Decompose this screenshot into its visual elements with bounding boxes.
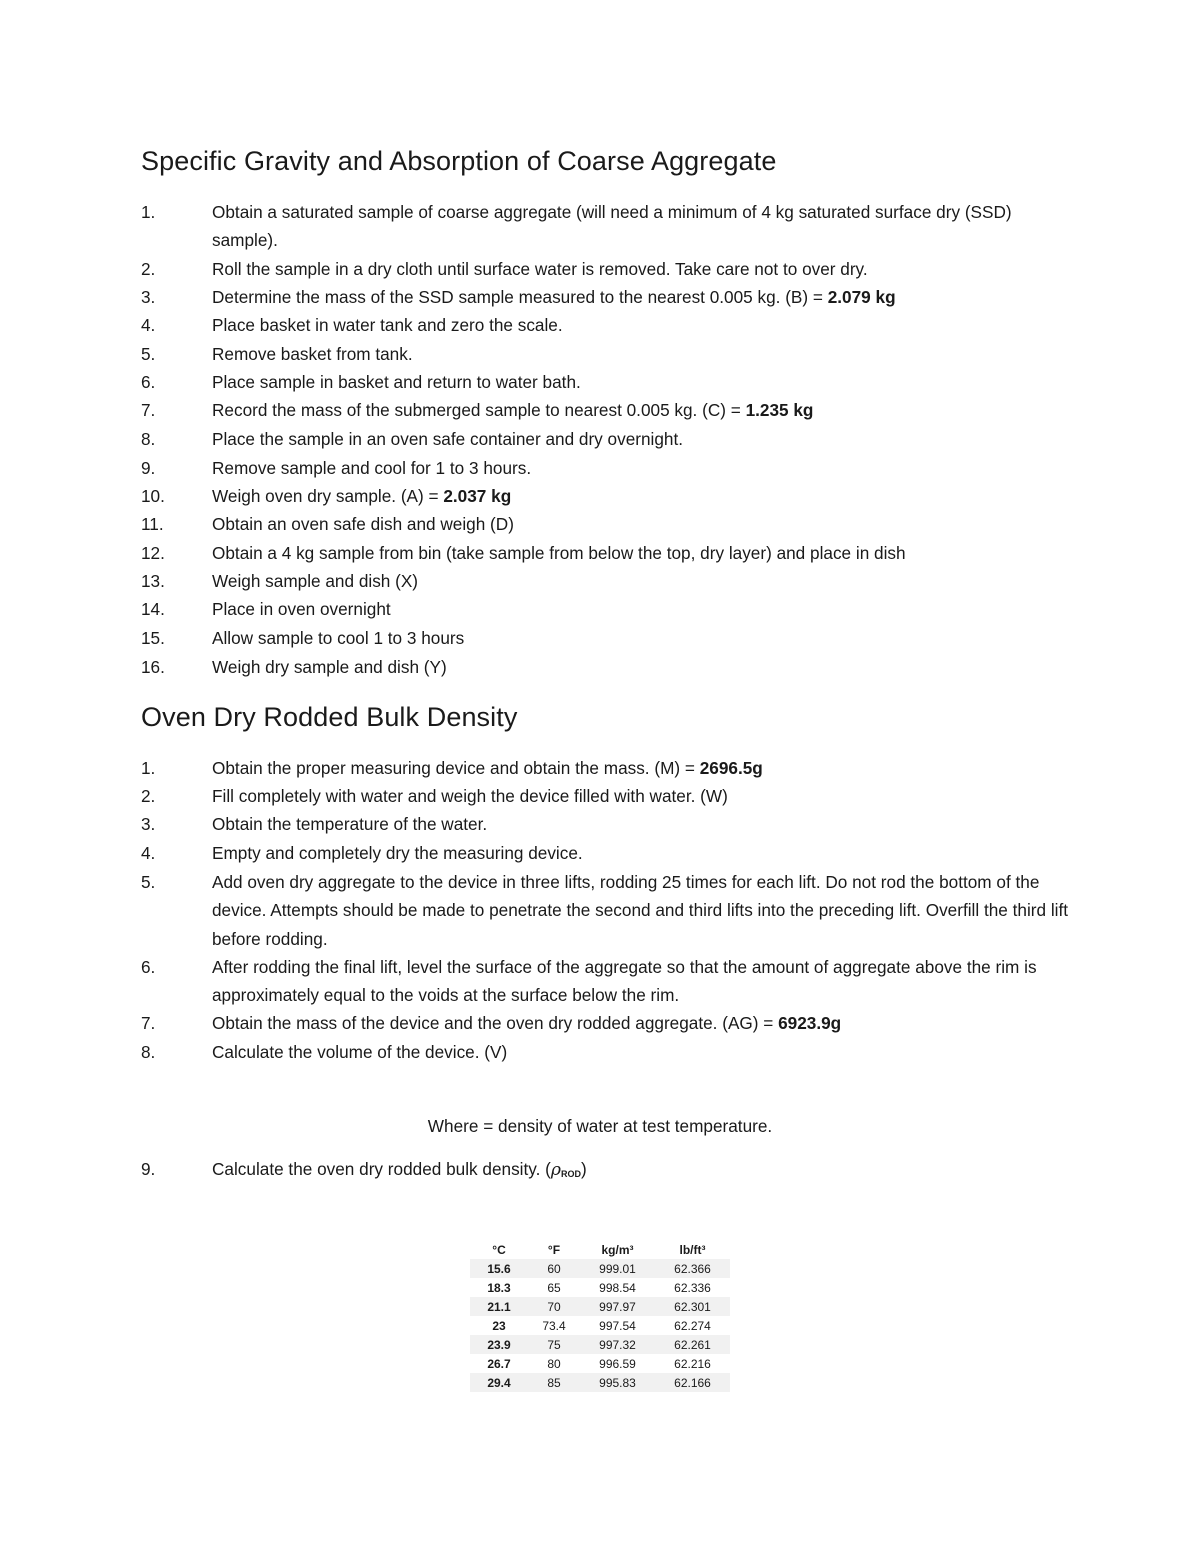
header-kg-m3: kg/m³ bbox=[601, 1242, 634, 1257]
table-row bbox=[470, 1335, 730, 1354]
table-row bbox=[470, 1354, 730, 1373]
header-celsius: °C bbox=[492, 1242, 506, 1257]
list-text bbox=[212, 311, 1072, 339]
measured-value-b: 2.079 kg bbox=[827, 287, 896, 307]
list-number: 3. bbox=[141, 814, 156, 834]
measured-value-a: 2.037 kg bbox=[443, 486, 512, 506]
table-cell: 62.366 bbox=[655, 1259, 730, 1278]
step-text: Weigh oven dry sample. (A) = bbox=[212, 486, 444, 506]
step-text: Place basket in water tank and zero the scale. bbox=[212, 315, 563, 335]
list-number: 10. bbox=[141, 486, 165, 506]
step-text: Obtain an oven safe dish and weigh (D) bbox=[212, 514, 514, 534]
water-density-note: Where = density of water at test temperature. bbox=[427, 1116, 773, 1136]
table-header-row bbox=[470, 1240, 730, 1259]
table-cell: 62.216 bbox=[674, 1356, 711, 1371]
list-number: 1. bbox=[141, 758, 156, 778]
list-number: 4. bbox=[141, 843, 156, 863]
table-cell: 15.6 bbox=[470, 1259, 528, 1278]
list-number: 8. bbox=[141, 1042, 156, 1062]
table-cell: 70 bbox=[528, 1297, 580, 1316]
step-text: Obtain a saturated sample of coarse aggregate (will need a minimum of 4 kg saturated surface dry (SSD) sample). bbox=[212, 202, 1012, 251]
table-cell: 62.166 bbox=[655, 1373, 730, 1392]
table-cell: 62.274 bbox=[674, 1318, 711, 1333]
table-cell: 998.54 bbox=[599, 1280, 636, 1295]
step-text: Obtain a 4 kg sample from bin (take sample from below the top, dry layer) and place in dish bbox=[212, 543, 906, 563]
list-text bbox=[212, 482, 1072, 510]
list-text bbox=[212, 454, 1072, 482]
table-row bbox=[470, 1297, 730, 1316]
measured-value-ag: 6923.9g bbox=[778, 1013, 842, 1033]
list-text bbox=[212, 567, 1072, 595]
step-text: Weigh dry sample and dish (Y) bbox=[212, 657, 447, 677]
header-fahrenheit: °F bbox=[547, 1242, 561, 1257]
step-text: Obtain the mass of the device and the oven dry rodded aggregate. (AG) = bbox=[212, 1013, 779, 1033]
table-cell: 62.261 bbox=[655, 1335, 730, 1354]
list-text bbox=[212, 255, 1072, 283]
table-cell: 62.336 bbox=[674, 1280, 711, 1295]
list-number: 5. bbox=[141, 872, 156, 892]
step-text: Determine the mass of the SSD sample measured to the nearest 0.005 kg. (B) = bbox=[212, 287, 828, 307]
table-cell: 65 bbox=[547, 1280, 561, 1295]
step-text: Calculate the oven dry rodded bulk density. ( bbox=[212, 1159, 551, 1179]
list-text bbox=[212, 283, 1072, 311]
table-row bbox=[470, 1316, 730, 1335]
measured-value-c: 1.235 kg bbox=[745, 400, 814, 420]
step-text: Calculate the volume of the device. (V) bbox=[212, 1042, 508, 1062]
step-text: Remove sample and cool for 1 to 3 hours. bbox=[212, 458, 532, 478]
table-cell: 73.4 bbox=[542, 1318, 566, 1333]
rho-subscript: ROD bbox=[560, 1169, 581, 1179]
water-density-table bbox=[470, 1240, 730, 1392]
table-cell: 85 bbox=[528, 1373, 580, 1392]
list-number: 15. bbox=[141, 628, 165, 648]
table-cell: 997.97 bbox=[580, 1297, 655, 1316]
list-text bbox=[212, 340, 1072, 368]
table-cell: 21.1 bbox=[470, 1297, 528, 1316]
step-text: Empty and completely dry the measuring device. bbox=[212, 843, 583, 863]
step-text: Remove basket from tank. bbox=[212, 344, 413, 364]
list-number: 4. bbox=[141, 315, 156, 335]
table-row bbox=[470, 1278, 730, 1297]
section-title-bulk-density: Oven Dry Rodded Bulk Density bbox=[141, 702, 518, 732]
step-text: Obtain the proper measuring device and obtain the mass. (M) = bbox=[212, 758, 700, 778]
list-text bbox=[212, 396, 1072, 424]
list-number: 2. bbox=[141, 786, 156, 806]
step-text: Roll the sample in a dry cloth until surface water is removed. Take care not to over dry. bbox=[212, 259, 868, 279]
list-text bbox=[212, 595, 1072, 623]
step-text: Allow sample to cool 1 to 3 hours bbox=[212, 628, 465, 648]
step-text: Record the mass of the submerged sample to nearest 0.005 kg. (C) = bbox=[212, 400, 746, 420]
list-number: 6. bbox=[141, 957, 156, 977]
step-text: Place the sample in an oven safe container and dry overnight. bbox=[212, 429, 684, 449]
step-text: Add oven dry aggregate to the device in three lifts, rodding 25 times for each lift. Do not rod the bottom of the device. Attempts should be made to penetrate the second and third lifts into the preceding lift. Overfill the third lift before rodding. bbox=[212, 872, 1069, 949]
step-text: After rodding the final lift, level the surface of the aggregate so that the amount of aggregate above the rim is approximately equal to the voids at the surface below the rim. bbox=[212, 957, 1037, 1006]
table-cell: 999.01 bbox=[580, 1259, 655, 1278]
step-text: Place sample in basket and return to water bath. bbox=[212, 372, 581, 392]
table-cell: 60 bbox=[528, 1259, 580, 1278]
header-lb-ft3: lb/ft³ bbox=[679, 1242, 706, 1257]
list-number: 7. bbox=[141, 1013, 156, 1033]
list-text bbox=[212, 839, 1072, 867]
closing-paren: ) bbox=[580, 1159, 587, 1179]
list-number: 9. bbox=[141, 1159, 156, 1179]
list-text bbox=[212, 754, 1072, 782]
table-cell: 80 bbox=[547, 1356, 561, 1371]
list-text bbox=[212, 624, 1072, 652]
table-cell: 997.54 bbox=[599, 1318, 636, 1333]
list-number: 7. bbox=[141, 400, 156, 420]
table-cell: 996.59 bbox=[599, 1356, 636, 1371]
table-cell: 23 bbox=[492, 1318, 506, 1333]
step-text: Fill completely with water and weigh the device filled with water. (W) bbox=[212, 786, 728, 806]
list-number: 6. bbox=[141, 372, 156, 392]
table-cell: 23.9 bbox=[470, 1335, 528, 1354]
list-text bbox=[212, 368, 1072, 396]
section-title-specific-gravity: Specific Gravity and Absorption of Coarse Aggregate bbox=[141, 146, 777, 176]
list-text bbox=[212, 198, 1072, 255]
table-cell: 997.32 bbox=[580, 1335, 655, 1354]
list-text bbox=[212, 810, 1072, 838]
list-number: 12. bbox=[141, 543, 165, 563]
list-text bbox=[212, 510, 1072, 538]
list-number: 14. bbox=[141, 599, 165, 619]
list-text bbox=[212, 425, 1072, 453]
table-cell: 26.7 bbox=[487, 1356, 511, 1371]
table-cell: 29.4 bbox=[470, 1373, 528, 1392]
table-cell: 18.3 bbox=[487, 1280, 511, 1295]
list-text bbox=[212, 782, 1072, 810]
step-text: Weigh sample and dish (X) bbox=[212, 571, 419, 591]
list-number: 16. bbox=[141, 657, 165, 677]
list-text bbox=[212, 539, 1072, 567]
list-number: 3. bbox=[141, 287, 156, 307]
table-cell: 62.301 bbox=[655, 1297, 730, 1316]
list-number: 2. bbox=[141, 259, 156, 279]
measured-value-m: 2696.5g bbox=[699, 758, 763, 778]
list-number: 13. bbox=[141, 571, 165, 591]
table-row bbox=[470, 1373, 730, 1392]
list-number: 1. bbox=[141, 202, 156, 222]
list-number: 8. bbox=[141, 429, 156, 449]
list-text bbox=[212, 1009, 1072, 1037]
list-text bbox=[212, 653, 1072, 681]
list-text bbox=[212, 1155, 1072, 1188]
list-text bbox=[212, 953, 1072, 1010]
table-row bbox=[470, 1259, 730, 1278]
list-number: 5. bbox=[141, 344, 156, 364]
list-number: 11. bbox=[141, 514, 164, 534]
list-number: 9. bbox=[141, 458, 156, 478]
rho-symbol: ρ bbox=[550, 1160, 561, 1180]
list-text bbox=[212, 1038, 1072, 1066]
table-cell: 75 bbox=[528, 1335, 580, 1354]
step-text: Place in oven overnight bbox=[212, 599, 391, 619]
table-cell: 995.83 bbox=[580, 1373, 655, 1392]
list-text bbox=[212, 868, 1072, 953]
step-text: Obtain the temperature of the water. bbox=[212, 814, 488, 834]
